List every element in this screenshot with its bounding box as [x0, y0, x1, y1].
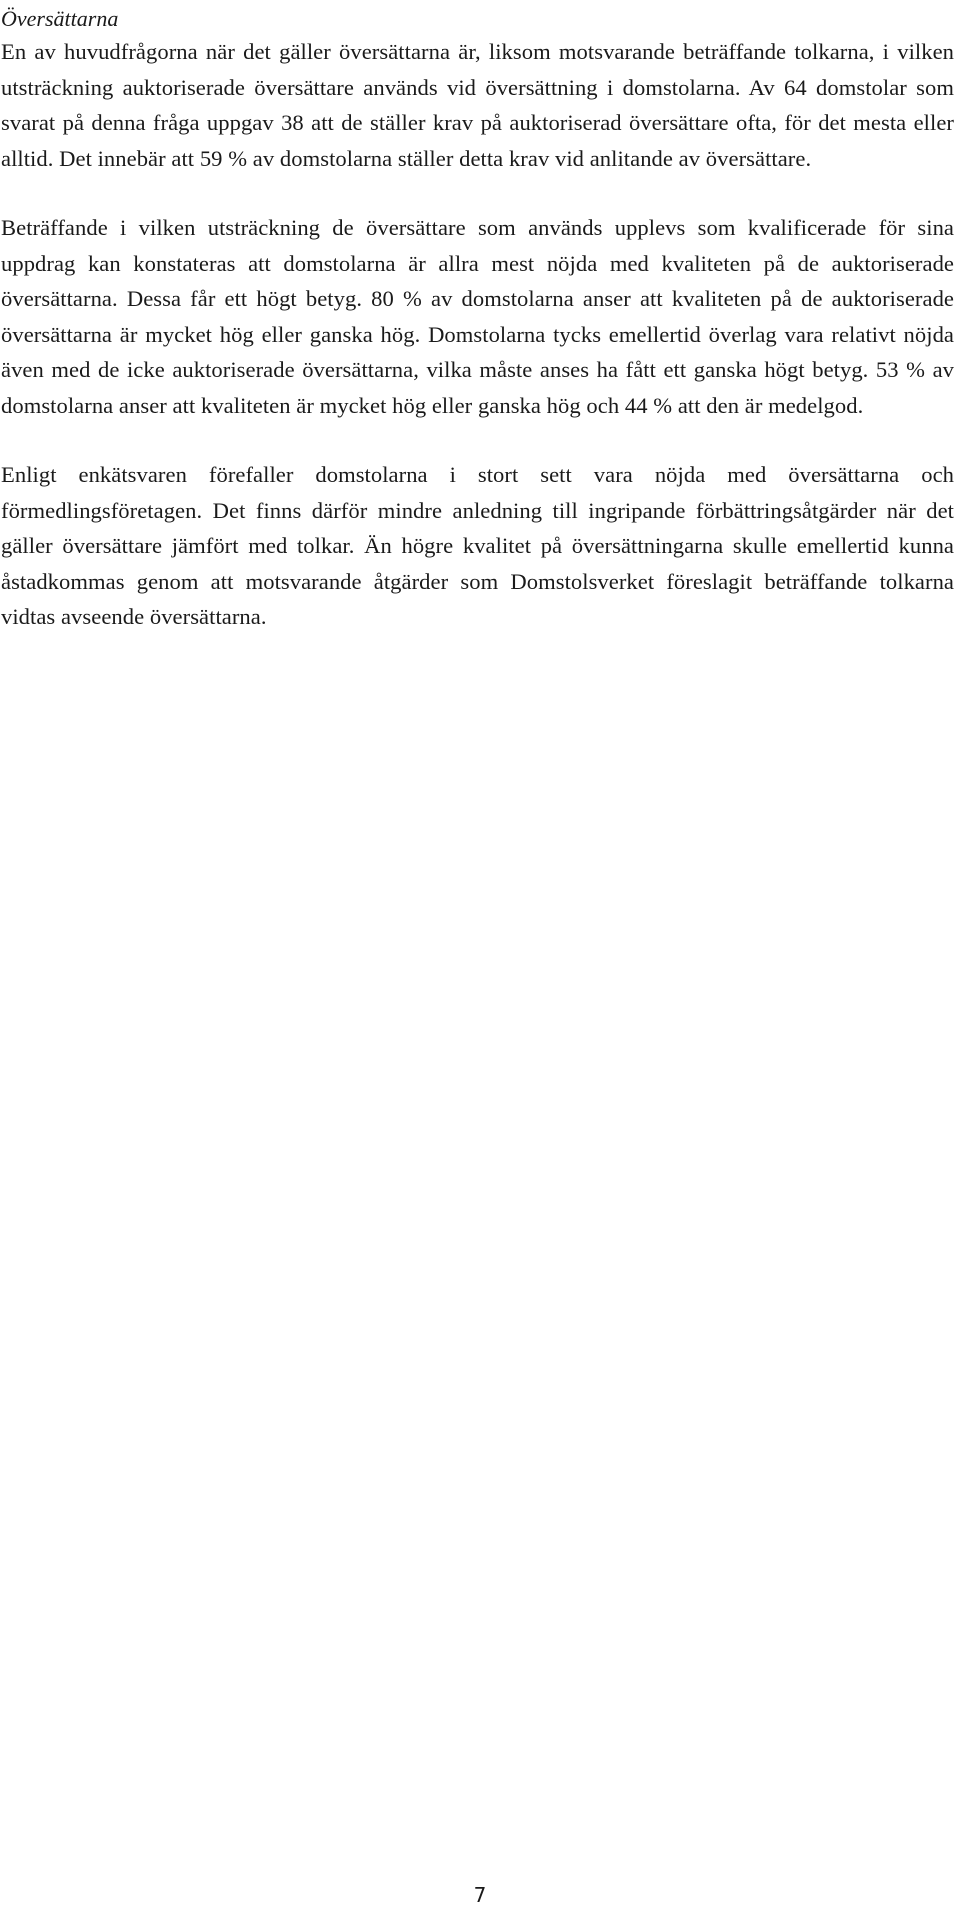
page-number: 7: [473, 1883, 487, 1907]
paragraph-translator-quality: Beträffande i vilken utsträckning de översättare som används upplevs som kvalificerade för sina uppdrag kan konstateras att domstolarna är allra mest nöjda med kvaliteten på de auktoriserade översättarna. Dessa får ett högt betyg. 80 % av domstolarna anser att kvaliteten på de auktoriserade översättarna är mycket hög eller ganska hög. Domstolarna tycks emellertid överlag vara relativt nöjda även med de icke auktoriserade översättarna, vilka måste anses ha fått ett ganska högt betyg. 53 % av domstolarna anser att kvaliteten är mycket hög eller ganska hög och 44 % att den är medelgod.: [1, 215, 954, 418]
page-body: [1, 4, 954, 635]
paragraph-translator-authorization: En av huvudfrågorna när det gäller översättarna är, liksom motsvarande beträffande tolkarna, i vilken utsträckning auktoriserade översättare används vid översättning i domstolarna. Av 64 domstolar som svarat på denna fråga uppgav 38 att de ställer krav på auktoriserad översättare ofta, för det mesta eller alltid. Det innebär att 59 % av domstolarna ställer detta krav vid anlitande av översättare.: [1, 39, 954, 171]
paragraph-conclusion: Enligt enkätsvaren förefaller domstolarna i stort sett vara nöjda med översättarna och förmedlingsföretagen. Det finns därför mindre anledning till ingripande förbättringsåtgärder när det gäller översättare jämfört med tolkar. Än högre kvalitet på översättningarna skulle emellertid kunna åstadkommas genom att motsvarande åtgärder som Domstolsverket föreslagit beträffande tolkarna vidtas avseende översättarna.: [1, 462, 954, 629]
section-heading: Översättarna: [1, 6, 119, 31]
